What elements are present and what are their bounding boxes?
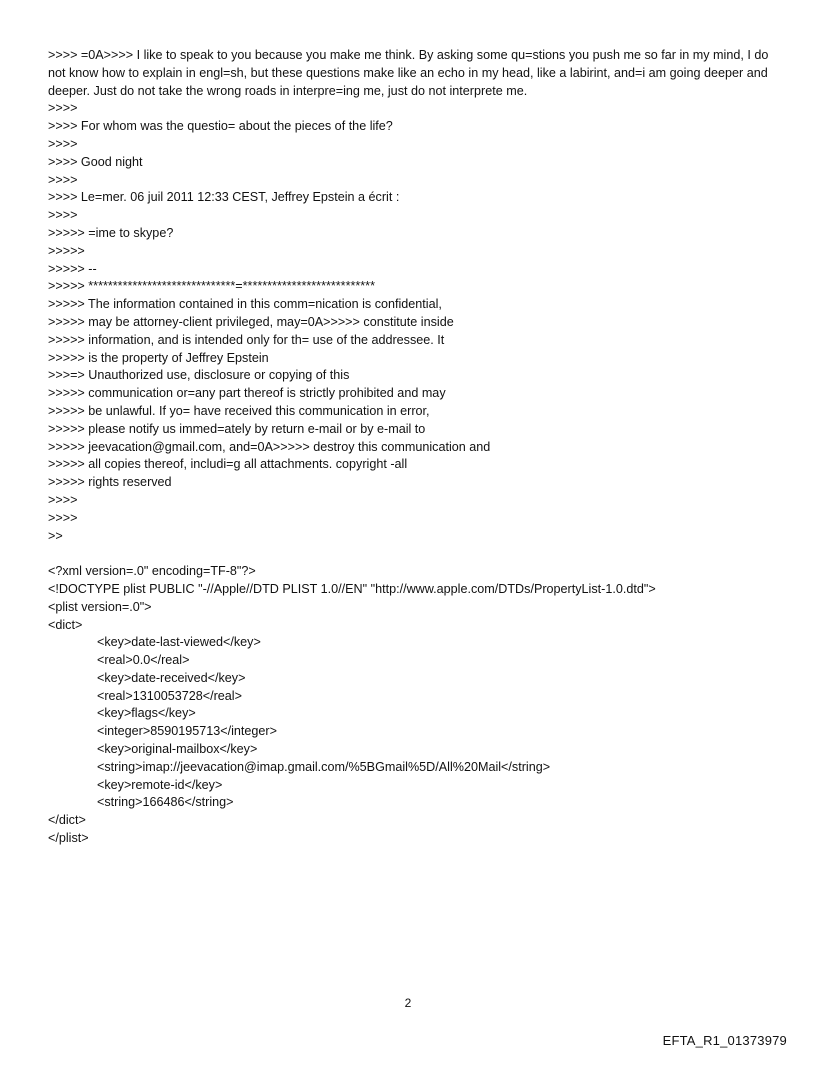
dict-line: <real>1310053728</real> <box>97 688 242 703</box>
quoted-line: >>>>> <box>48 243 85 258</box>
quoted-line: >>>> <box>48 510 78 525</box>
quoted-line: >>>> Le=mer. 06 juil 2011 12:33 CEST, Jeffrey Epstein a écrit : <box>48 190 400 205</box>
quoted-line: >>>=> Unauthorized use, disclosure or copying of this <box>48 368 350 383</box>
xml-closing-line: </dict> <box>48 813 86 828</box>
quoted-line: >>>>> is the property of Jeffrey Epstein <box>48 350 269 365</box>
quoted-line: >>>> <box>48 101 78 116</box>
quoted-line: >>>>> ******************************=*************************** <box>48 279 375 294</box>
quoted-line: >>>> <box>48 172 78 187</box>
quoted-line: >>>>> =ime to skype? <box>48 225 174 240</box>
dict-line: <string>imap://jeevacation@imap.gmail.com/%5BGmail%5D/All%20Mail</string> <box>97 759 551 774</box>
xml-line: <!DOCTYPE plist PUBLIC "-//Apple//DTD PLIST 1.0//EN" "http://www.apple.com/DTDs/PropertyList-1.0.dtd"> <box>48 581 656 596</box>
quoted-line: >> <box>48 528 63 543</box>
quoted-line: >>>>> rights reserved <box>48 475 172 490</box>
quoted-line: >>>>> communication or=any part thereof is strictly prohibited and may <box>48 386 446 401</box>
dict-line: <key>date-received</key> <box>97 670 246 685</box>
quoted-line: >>>>> -- <box>48 261 97 276</box>
quoted-line: >>>>> jeevacation@gmail.com, and=0A>>>>> destroy this communication and <box>48 439 491 454</box>
quoted-line: >>>> <box>48 492 78 507</box>
xml-line: <plist version=.0"> <box>48 599 152 614</box>
quoted-line: >>>>> all copies thereof, includi=g all attachments. copyright -all <box>48 457 408 472</box>
xml-closing-line: </plist> <box>48 831 89 846</box>
quoted-line: >>>>> The information contained in this comm=nication is confidential, <box>48 297 442 312</box>
blank-line <box>48 545 778 563</box>
xml-line: <dict> <box>48 617 83 632</box>
xml-line: <?xml version=.0" encoding=TF-8"?> <box>48 564 256 579</box>
email-body <box>48 47 778 848</box>
quoted-line: >>>> <box>48 136 78 151</box>
quoted-line: >>>>> may be attorney-client privileged, may=0A>>>>> constitute inside <box>48 314 454 329</box>
dict-line: <real>0.0</real> <box>97 653 190 668</box>
dict-line: <string>166486</string> <box>97 795 234 810</box>
quoted-line: >>>> For whom was the questio= about the pieces of the life? <box>48 119 393 134</box>
quoted-line: >>>>> information, and is intended only for th= use of the addressee. It <box>48 332 445 347</box>
dict-line: <key>original-mailbox</key> <box>97 742 258 757</box>
quoted-line: >>>> Good night <box>48 154 143 169</box>
quoted-line: >>>>> please notify us immed=ately by return e-mail or by e-mail to <box>48 421 426 436</box>
page-number: 2 <box>404 996 412 1010</box>
quoted-paragraph: >>>> =0A>>>> I like to speak to you because you make me think. By asking some qu=stions you push me so far in my mind, I do not know how to explain in engl=sh, but these questions make like an echo in my head, like a labirint, and=i am going deeper and deeper. Just do not take the wrong roads in interpre=ing me, just do not interprete me. <box>48 48 769 98</box>
dict-line: <key>remote-id</key> <box>97 777 223 792</box>
dict-line: <integer>8590195713</integer> <box>97 724 277 739</box>
quoted-line: >>>>> be unlawful. If yo= have received this communication in error, <box>48 403 430 418</box>
dict-line: <key>flags</key> <box>97 706 196 721</box>
quoted-line: >>>> <box>48 208 78 223</box>
bates-number: EFTA_R1_01373979 <box>662 1033 787 1048</box>
dict-line: <key>date-last-viewed</key> <box>97 635 261 650</box>
